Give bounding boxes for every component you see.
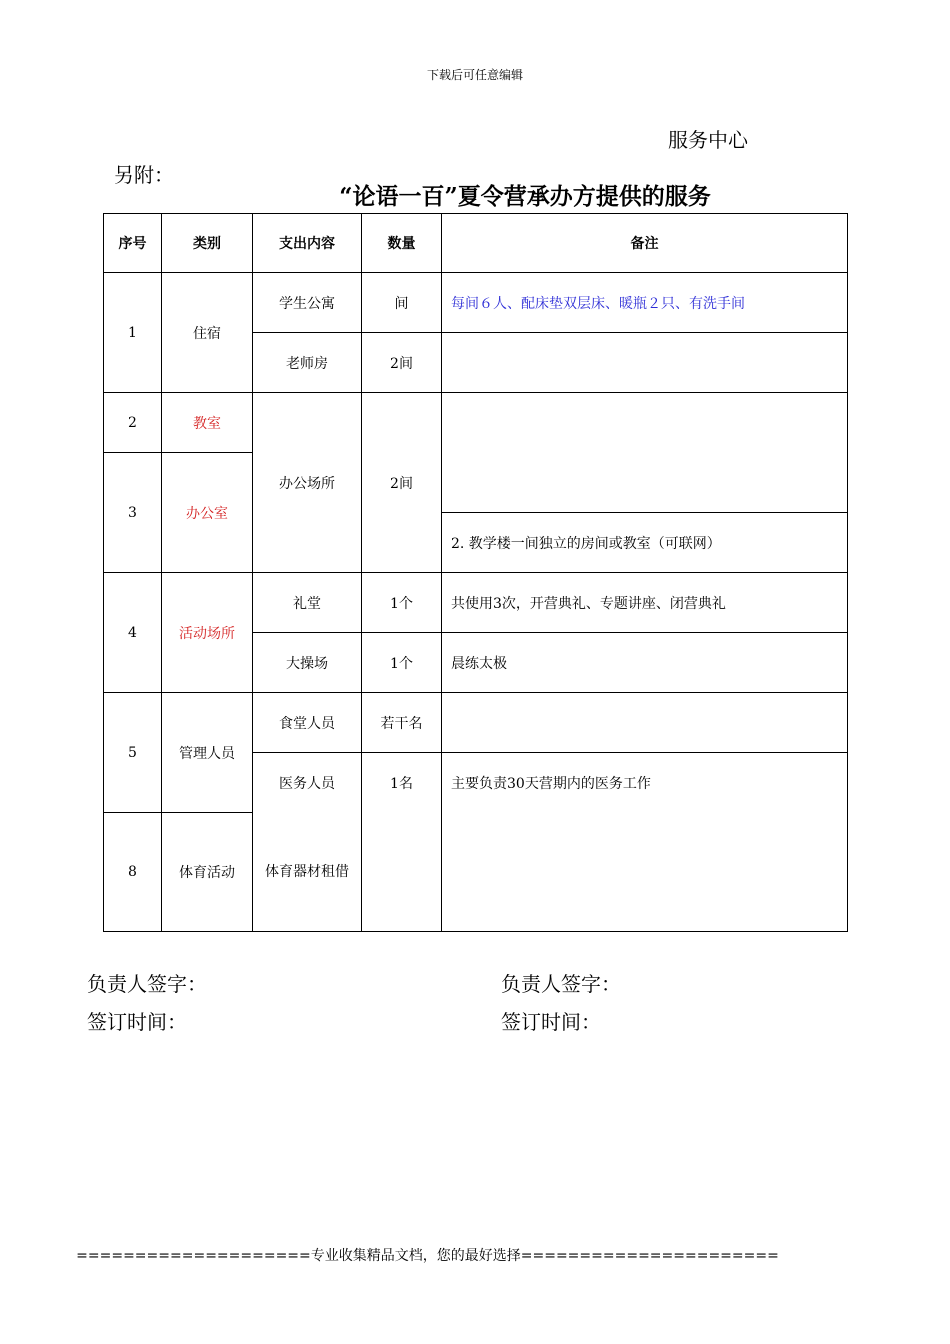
header-item: 支出内容 <box>253 214 362 273</box>
cell-no: 2 <box>104 393 162 453</box>
left-signature-label: 负责人签字： <box>87 972 207 996</box>
table-header-row <box>104 214 848 273</box>
cell-note <box>442 393 848 513</box>
cell-no: 5 <box>104 693 162 813</box>
cell-category: 教室 <box>162 393 253 453</box>
cell-category: 办公室 <box>162 453 253 573</box>
cell-item: 医务人员 <box>253 753 362 813</box>
header-category: 类别 <box>162 214 253 273</box>
cell-qty: 1个 <box>362 633 442 693</box>
header-no: 序号 <box>104 214 162 273</box>
cell-item: 礼堂 <box>253 573 362 633</box>
cell-no: 1 <box>104 273 162 393</box>
service-center-text: 服务中心 <box>668 128 748 152</box>
cell-item: 大操场 <box>253 633 362 693</box>
cell-qty: 1名 <box>362 753 442 932</box>
cell-no: 4 <box>104 573 162 693</box>
right-date-label: 签订时间： <box>501 1010 601 1034</box>
cell-no: 3 <box>104 453 162 573</box>
cell-qty: 2间 <box>362 333 442 393</box>
cell-note: 共使用3次，开营典礼、专题讲座、闭营典礼 <box>442 573 848 633</box>
cell-no: 8 <box>104 813 162 932</box>
cell-note: 晨练太极 <box>442 633 848 693</box>
cell-note: 每间６人、配床垫双层床、暖瓶２只、有洗手间 <box>442 273 848 333</box>
cell-qty: 1个 <box>362 573 442 633</box>
cell-category: 住宿 <box>162 273 253 393</box>
cell-item: 食堂人员 <box>253 693 362 753</box>
cell-qty: 间 <box>362 273 442 333</box>
header-note: 备注 <box>442 214 848 273</box>
table-row <box>104 273 848 333</box>
left-date-label: 签订时间： <box>87 1010 187 1034</box>
cell-category: 管理人员 <box>162 693 253 813</box>
table-row <box>104 693 848 753</box>
service-table <box>103 213 848 932</box>
cell-note: 主要负责30天营期内的医务工作 <box>442 753 848 932</box>
table-row <box>104 573 848 633</box>
cell-qty: 若干名 <box>362 693 442 753</box>
cell-item: 办公场所 <box>253 393 362 573</box>
header-qty: 数量 <box>362 214 442 273</box>
cell-item: 学生公寓 <box>253 273 362 333</box>
document-title: “论语一百”夏令营承办方提供的服务 <box>339 183 711 210</box>
cell-note <box>442 333 848 393</box>
right-signature-label: 负责人签字： <box>501 972 621 996</box>
table-row <box>104 393 848 453</box>
cell-category: 体育活动 <box>162 813 253 932</box>
cell-item: 体育器材租借 <box>253 813 362 932</box>
cell-note: 2. 教学楼一间独立的房间或教室（可联网） <box>442 513 848 573</box>
attachment-label: 另附： <box>114 163 174 187</box>
footer-banner: ====================专业收集精品文档，您的最好选择====================== <box>76 1248 779 1264</box>
cell-category: 活动场所 <box>162 573 253 693</box>
cell-item: 老师房 <box>253 333 362 393</box>
cell-note <box>442 693 848 753</box>
header-note: 下载后可任意编辑 <box>426 68 523 82</box>
cell-qty: 2间 <box>362 393 442 573</box>
